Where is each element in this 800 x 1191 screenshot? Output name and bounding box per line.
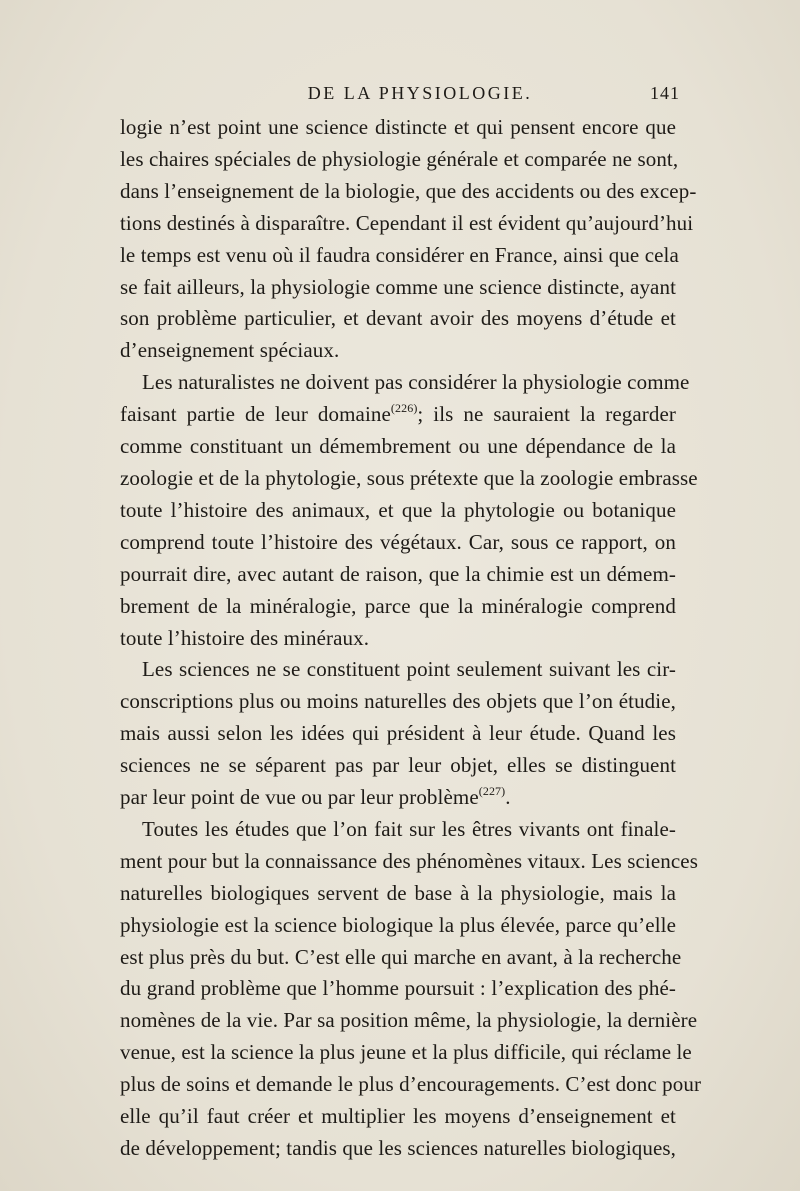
text-line: conscriptions plus ou moins naturelles des objets que l’on étudie, bbox=[120, 689, 676, 714]
text-line: du grand problème que l’homme poursuit : l’explication des phé- bbox=[120, 976, 676, 1001]
body-text bbox=[120, 112, 702, 1165]
text-line: d’enseignement spéciaux. bbox=[120, 338, 340, 363]
text-run: ; ils ne sauraient la regarder bbox=[417, 402, 677, 427]
page-number: 141 bbox=[650, 83, 680, 103]
text-line: naturelles biologiques servent de base à la physiologie, mais la bbox=[120, 880, 676, 905]
text-line-with-footnote bbox=[120, 782, 676, 814]
text-line: son problème particulier, et devant avoir des moyens d’étude et bbox=[120, 306, 676, 331]
text-line: comme constituant un démembrement ou une dépendance de la bbox=[120, 434, 676, 459]
text-line: de développement; tandis que les sciences naturelles biologiques, bbox=[120, 1136, 676, 1160]
running-head bbox=[120, 80, 680, 106]
text-line: Toutes les études que l’on fait sur les êtres vivants ont finale- bbox=[142, 816, 676, 841]
text-line: dans l’enseignement de la biologie, que des accidents ou des excep- bbox=[120, 178, 697, 203]
footnote-marker: (226) bbox=[390, 401, 418, 416]
text-line: comprend toute l’histoire des végétaux. Car, sous ce rapport, on bbox=[120, 529, 676, 554]
text-line: logie n’est point une science distincte et qui pensent encore que bbox=[120, 115, 676, 139]
text-line: zoologie et de la phytologie, sous prétexte que la zoologie embrasse bbox=[120, 465, 698, 490]
text-line: toute l’histoire des animaux, et que la phytologie ou botanique bbox=[120, 497, 676, 522]
text-run: faisant partie de leur domaine bbox=[120, 402, 391, 427]
paragraph-4 bbox=[120, 814, 702, 1165]
text-line-with-footnote bbox=[120, 399, 676, 431]
paragraph-3 bbox=[120, 654, 676, 814]
text-line: plus de soins et demande le plus d’encouragements. C’est donc pour bbox=[120, 1072, 702, 1097]
text-run: . bbox=[505, 785, 511, 810]
text-line: physiologie est la science biologique la plus élevée, parce qu’elle bbox=[120, 912, 676, 937]
text-line: sciences ne se séparent pas par leur objet, elles se distinguent bbox=[120, 753, 676, 778]
text-line: pourrait dire, avec autant de raison, que la chimie est un démem- bbox=[120, 561, 676, 586]
paragraph-1 bbox=[120, 112, 697, 367]
text-line: elle qu’il faut créer et multiplier les moyens d’enseignement et bbox=[120, 1104, 676, 1129]
paragraph-2 bbox=[120, 367, 698, 654]
text-line: Les sciences ne se constituent point seulement suivant les cir- bbox=[142, 657, 676, 682]
text-line: nomènes de la vie. Par sa position même, la physiologie, la dernière bbox=[120, 1008, 698, 1033]
text-line: venue, est la science la plus jeune et la plus difficile, qui réclame le bbox=[120, 1040, 692, 1065]
text-run: par leur point de vue ou par leur problème bbox=[120, 785, 479, 810]
text-line: ment pour but la connaissance des phénomènes vitaux. Les sciences bbox=[120, 848, 698, 873]
text-line: mais aussi selon les idées qui président à leur étude. Quand les bbox=[120, 721, 676, 746]
text-line: Les naturalistes ne doivent pas considérer la physiologie comme bbox=[142, 370, 690, 395]
text-line: les chaires spéciales de physiologie générale et comparée ne sont, bbox=[120, 146, 679, 171]
text-line: tions destinés à disparaître. Cependant il est évident qu’aujourd’hui bbox=[120, 210, 694, 235]
running-title: DE LA PHYSIOLOGIE. bbox=[307, 83, 533, 103]
text-line: brement de la minéralogie, parce que la minéralogie comprend bbox=[120, 593, 676, 618]
text-line: est plus près du but. C’est elle qui marche en avant, à la recherche bbox=[120, 944, 682, 969]
footnote-marker: (227) bbox=[478, 784, 506, 799]
text-line: toute l’histoire des minéraux. bbox=[120, 625, 370, 650]
text-line: se fait ailleurs, la physiologie comme une science distincte, ayant bbox=[120, 274, 676, 299]
text-line: le temps est venu où il faudra considérer en France, ainsi que cela bbox=[120, 242, 679, 267]
